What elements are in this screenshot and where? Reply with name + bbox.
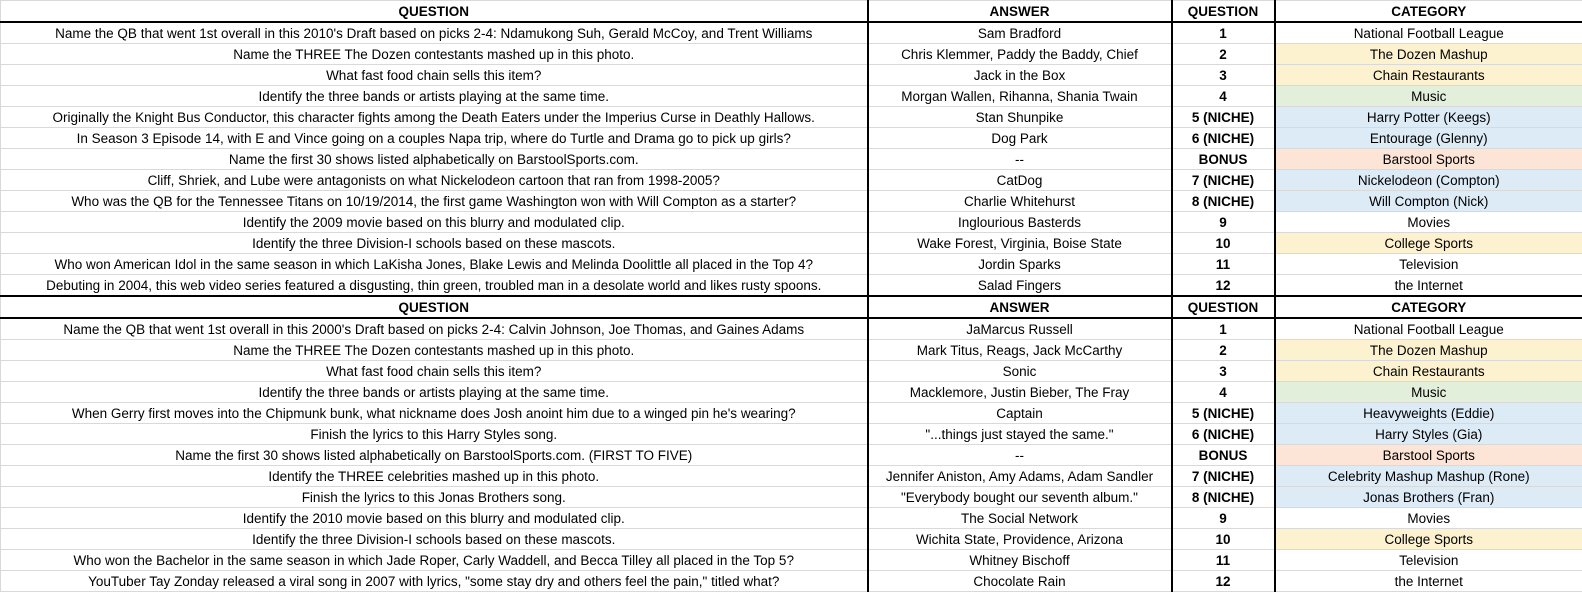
question-number-cell[interactable]: 10 xyxy=(1172,233,1275,254)
question-number-header[interactable]: QUESTION xyxy=(1172,1,1275,23)
question-number-cell[interactable]: 7 (NICHE) xyxy=(1172,466,1275,487)
answer-cell[interactable]: The Social Network xyxy=(868,508,1172,529)
question-number-cell[interactable]: 5 (NICHE) xyxy=(1172,107,1275,128)
answer-cell[interactable]: Morgan Wallen, Rihanna, Shania Twain xyxy=(868,86,1172,107)
table-row xyxy=(1,170,1582,191)
category-cell[interactable]: the Internet xyxy=(1275,275,1582,297)
category-cell[interactable]: Movies xyxy=(1275,508,1582,529)
question-cell[interactable]: Identify the 2009 movie based on this blurry and modulated clip. xyxy=(1,212,868,233)
table-row xyxy=(1,466,1582,487)
question-cell[interactable]: YouTuber Tay Zonday released a viral song in 2007 with lyrics, "some stay dry and others feel the pain," titled what? xyxy=(1,571,868,592)
answer-cell[interactable]: Wake Forest, Virginia, Boise State xyxy=(868,233,1172,254)
answer-cell[interactable]: -- xyxy=(868,445,1172,466)
question-number-cell[interactable]: BONUS xyxy=(1172,445,1275,466)
answer-header[interactable]: ANSWER xyxy=(868,296,1172,318)
answer-cell[interactable]: -- xyxy=(868,149,1172,170)
answer-cell[interactable]: Inglourious Basterds xyxy=(868,212,1172,233)
category-cell[interactable]: National Football League xyxy=(1275,22,1582,44)
question-number-cell[interactable]: 1 xyxy=(1172,22,1275,44)
question-number-cell[interactable]: 8 (NICHE) xyxy=(1172,487,1275,508)
question-number-cell[interactable]: 11 xyxy=(1172,254,1275,275)
category-cell[interactable]: College Sports xyxy=(1275,529,1582,550)
category-cell[interactable]: Jonas Brothers (Fran) xyxy=(1275,487,1582,508)
answer-cell[interactable]: Whitney Bischoff xyxy=(868,550,1172,571)
category-cell[interactable]: Movies xyxy=(1275,212,1582,233)
category-cell[interactable]: The Dozen Mashup xyxy=(1275,44,1582,65)
question-cell[interactable]: What fast food chain sells this item? xyxy=(1,361,868,382)
category-cell[interactable]: Chain Restaurants xyxy=(1275,65,1582,86)
question-cell[interactable]: When Gerry first moves into the Chipmunk bunk, what nickname does Josh anoint him due to a winged pin he's wearing? xyxy=(1,403,868,424)
question-cell[interactable]: Name the QB that went 1st overall in this 2000's Draft based on picks 2-4: Calvin Johnson, Joe Thomas, and Gaines Adams xyxy=(1,318,868,340)
question-cell[interactable]: Who was the QB for the Tennessee Titans on 10/19/2014, the first game Washington won with Will Compton as a starter? xyxy=(1,191,868,212)
table-row xyxy=(1,86,1582,107)
question-number-cell[interactable]: 2 xyxy=(1172,340,1275,361)
table-row xyxy=(1,212,1582,233)
question-number-cell[interactable]: BONUS xyxy=(1172,149,1275,170)
table-row xyxy=(1,571,1582,592)
table-row xyxy=(1,254,1582,275)
table-row xyxy=(1,107,1582,128)
category-cell[interactable]: Celebrity Mashup Mashup (Rone) xyxy=(1275,466,1582,487)
category-cell[interactable]: Entourage (Glenny) xyxy=(1275,128,1582,149)
table-row xyxy=(1,508,1582,529)
question-number-cell[interactable]: 1 xyxy=(1172,318,1275,340)
question-cell[interactable]: Identify the three bands or artists playing at the same time. xyxy=(1,86,868,107)
answer-cell[interactable]: Charlie Whitehurst xyxy=(868,191,1172,212)
table-row xyxy=(1,318,1582,340)
question-number-header[interactable]: QUESTION xyxy=(1172,296,1275,318)
answer-cell[interactable]: Sonic xyxy=(868,361,1172,382)
answer-cell[interactable]: Chris Klemmer, Paddy the Baddy, Chief xyxy=(868,44,1172,65)
answer-cell[interactable]: "...things just stayed the same." xyxy=(868,424,1172,445)
category-cell[interactable]: Chain Restaurants xyxy=(1275,361,1582,382)
answer-cell[interactable]: Mark Titus, Reags, Jack McCarthy xyxy=(868,340,1172,361)
question-cell[interactable]: Identify the three Division-I schools based on these mascots. xyxy=(1,529,868,550)
table-row xyxy=(1,149,1582,170)
question-cell[interactable]: Identify the THREE celebrities mashed up in this photo. xyxy=(1,466,868,487)
question-header[interactable]: QUESTION xyxy=(1,1,868,23)
question-number-cell[interactable]: 4 xyxy=(1172,382,1275,403)
header-row xyxy=(1,1,1582,23)
question-number-cell[interactable]: 4 xyxy=(1172,86,1275,107)
category-cell[interactable]: Television xyxy=(1275,254,1582,275)
question-cell[interactable]: Who won American Idol in the same season in which LaKisha Jones, Blake Lewis and Melinda Doolittle all placed in the Top 4? xyxy=(1,254,868,275)
category-cell[interactable]: Television xyxy=(1275,550,1582,571)
question-number-cell[interactable]: 10 xyxy=(1172,529,1275,550)
category-cell[interactable]: Will Compton (Nick) xyxy=(1275,191,1582,212)
table-row xyxy=(1,487,1582,508)
category-cell[interactable]: Heavyweights (Eddie) xyxy=(1275,403,1582,424)
question-cell[interactable]: Name the first 30 shows listed alphabetically on BarstoolSports.com. (FIRST TO FIVE) xyxy=(1,445,868,466)
answer-cell[interactable]: Chocolate Rain xyxy=(868,571,1172,592)
question-cell[interactable]: Cliff, Shriek, and Lube were antagonists on what Nickelodeon cartoon that ran from 1998-2005? xyxy=(1,170,868,191)
answer-cell[interactable]: Salad Fingers xyxy=(868,275,1172,297)
question-cell[interactable]: In Season 3 Episode 14, with E and Vince going on a couples Napa trip, where do Turtle and Drama go to pick up girls? xyxy=(1,128,868,149)
table-row xyxy=(1,128,1582,149)
question-number-cell[interactable]: 12 xyxy=(1172,275,1275,297)
answer-cell[interactable]: Jennifer Aniston, Amy Adams, Adam Sandler xyxy=(868,466,1172,487)
question-cell[interactable]: What fast food chain sells this item? xyxy=(1,65,868,86)
category-cell[interactable]: Harry Styles (Gia) xyxy=(1275,424,1582,445)
question-cell[interactable]: Originally the Knight Bus Conductor, this character fights among the Death Eaters under the Imperius Curse in Deathly Hallows. xyxy=(1,107,868,128)
table-row xyxy=(1,382,1582,403)
question-cell[interactable]: Identify the three Division-I schools based on these mascots. xyxy=(1,233,868,254)
header-row xyxy=(1,296,1582,318)
table-row xyxy=(1,44,1582,65)
question-cell[interactable]: Name the first 30 shows listed alphabetically on BarstoolSports.com. xyxy=(1,149,868,170)
question-number-cell[interactable]: 7 (NICHE) xyxy=(1172,170,1275,191)
question-cell[interactable]: Identify the three bands or artists playing at the same time. xyxy=(1,382,868,403)
table-row xyxy=(1,233,1582,254)
question-cell[interactable]: Name the THREE The Dozen contestants mashed up in this photo. xyxy=(1,44,868,65)
question-number-cell[interactable]: 11 xyxy=(1172,550,1275,571)
category-header[interactable]: CATEGORY xyxy=(1275,296,1582,318)
table-row xyxy=(1,403,1582,424)
category-cell[interactable]: The Dozen Mashup xyxy=(1275,340,1582,361)
question-number-cell[interactable]: 9 xyxy=(1172,508,1275,529)
category-cell[interactable]: Nickelodeon (Compton) xyxy=(1275,170,1582,191)
answer-cell[interactable]: JaMarcus Russell xyxy=(868,318,1172,340)
question-number-cell[interactable]: 6 (NICHE) xyxy=(1172,424,1275,445)
question-number-cell[interactable]: 6 (NICHE) xyxy=(1172,128,1275,149)
answer-header[interactable]: ANSWER xyxy=(868,1,1172,23)
question-number-cell[interactable]: 12 xyxy=(1172,571,1275,592)
category-cell[interactable]: National Football League xyxy=(1275,318,1582,340)
answer-cell[interactable]: CatDog xyxy=(868,170,1172,191)
category-cell[interactable]: Harry Potter (Keegs) xyxy=(1275,107,1582,128)
table-row xyxy=(1,424,1582,445)
question-cell[interactable]: Name the THREE The Dozen contestants mashed up in this photo. xyxy=(1,340,868,361)
answer-cell[interactable]: Captain xyxy=(868,403,1172,424)
table-row xyxy=(1,191,1582,212)
answer-cell[interactable]: Wichita State, Providence, Arizona xyxy=(868,529,1172,550)
question-cell[interactable]: Name the QB that went 1st overall in this 2010's Draft based on picks 2-4: Ndamukong Suh, Gerald McCoy, and Trent Williams xyxy=(1,22,868,44)
question-header[interactable]: QUESTION xyxy=(1,296,868,318)
table-row xyxy=(1,550,1582,571)
question-number-cell[interactable]: 8 (NICHE) xyxy=(1172,191,1275,212)
answer-cell[interactable]: Stan Shunpike xyxy=(868,107,1172,128)
answer-cell[interactable]: Jack in the Box xyxy=(868,65,1172,86)
table-row xyxy=(1,275,1582,297)
question-cell[interactable]: Debuting in 2004, this web video series featured a disgusting, thin green, troubled man in a desolate world and likes rusty spoons. xyxy=(1,275,868,297)
answer-cell[interactable]: Macklemore, Justin Bieber, The Fray xyxy=(868,382,1172,403)
sheet-body xyxy=(1,1,1582,592)
question-cell[interactable]: Who won the Bachelor in the same season in which Jade Roper, Carly Waddell, and Becca Tilley all placed in the Top 5? xyxy=(1,550,868,571)
answer-cell[interactable]: Sam Bradford xyxy=(868,22,1172,44)
category-cell[interactable]: Barstool Sports xyxy=(1275,445,1582,466)
question-number-cell[interactable]: 5 (NICHE) xyxy=(1172,403,1275,424)
question-number-cell[interactable]: 9 xyxy=(1172,212,1275,233)
category-cell[interactable]: Music xyxy=(1275,382,1582,403)
question-number-cell[interactable]: 3 xyxy=(1172,65,1275,86)
table-row xyxy=(1,445,1582,466)
question-cell[interactable]: Identify the 2010 movie based on this blurry and modulated clip. xyxy=(1,508,868,529)
category-cell[interactable]: the Internet xyxy=(1275,571,1582,592)
question-number-cell[interactable]: 3 xyxy=(1172,361,1275,382)
answer-cell[interactable]: Dog Park xyxy=(868,128,1172,149)
answer-cell[interactable]: Jordin Sparks xyxy=(868,254,1172,275)
answer-cell[interactable]: "Everybody bought our seventh album." xyxy=(868,487,1172,508)
table-row xyxy=(1,340,1582,361)
table-row xyxy=(1,22,1582,44)
table-row xyxy=(1,361,1582,382)
question-cell[interactable]: Finish the lyrics to this Jonas Brothers song. xyxy=(1,487,868,508)
table-row xyxy=(1,65,1582,86)
question-number-cell[interactable]: 2 xyxy=(1172,44,1275,65)
category-cell[interactable]: Barstool Sports xyxy=(1275,149,1582,170)
category-cell[interactable]: Music xyxy=(1275,86,1582,107)
category-header[interactable]: CATEGORY xyxy=(1275,1,1582,23)
question-cell[interactable]: Finish the lyrics to this Harry Styles song. xyxy=(1,424,868,445)
category-cell[interactable]: College Sports xyxy=(1275,233,1582,254)
table-row xyxy=(1,529,1582,550)
